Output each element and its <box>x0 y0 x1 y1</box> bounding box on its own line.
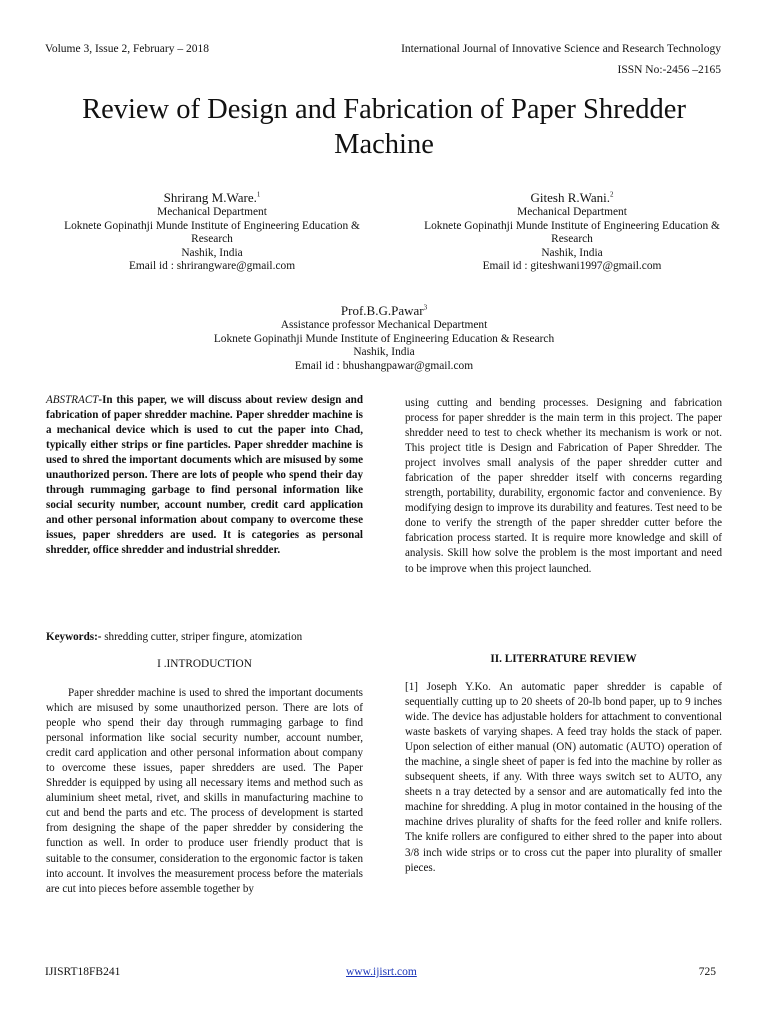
continued-paragraph: using cutting and bending processes. Designing and fabrication process for paper shredder is the main term in this project. The paper shredder need to test to check whether its mechanism is work or not. This project title is Design and Fabrication of Paper Shredder. The project involves small analysis of the paper shredder cutter and fabrication of the paper shredder itself with concerns regarding strength, portability, durability, ergonomic factor and convenience. By modifying design to improve its durability and features. Test need to be done to verify the strength of the paper shredder cutter before the fabrication process started. It is require more knowledge and skill of analysis. Skill how solve the problem is the most important and need to be improve when this project launched. <box>405 397 722 575</box>
header-journal: International Journal of Innovative Science and Research Technology <box>401 43 721 55</box>
keywords-text: shredding cutter, striper fingure, atomization <box>101 631 303 643</box>
author-department: Assistance professor Mechanical Department <box>280 319 488 331</box>
keywords-label: Keywords:- <box>46 631 102 643</box>
footer-website-link[interactable]: www.ijisrt.com <box>346 966 417 978</box>
author-institute-cont: Research <box>191 233 233 246</box>
author-block-2 <box>384 190 760 274</box>
paper-title: Review of Design and Fabrication of Paper Shredder Machine <box>82 94 686 160</box>
author-department: Mechanical Department <box>157 206 267 218</box>
author-city: Nashik, India <box>353 346 415 359</box>
author-block-1 <box>22 190 402 274</box>
author-email: Email id : shrirangware@gmail.com <box>128 260 296 273</box>
author-block-3 <box>84 303 684 373</box>
author-name: Shrirang M.Ware.$^1$ <box>163 190 261 205</box>
literature-heading: II. LITERRATURE REVIEW <box>490 653 637 665</box>
author-name: Gitesh R.Wani.$^2$ <box>530 190 614 205</box>
literature-paragraph: [1] Joseph Y.Ko. An automatic paper shredder is capable of sequentially cutting up to 20 sheets of 20-lb bond paper, up to 9 inches wide. The device has adjustable holders for attachment to conventional waste baskets of varying shapes. A feed tray holds the stack of paper. Upon selection of either manual (ON) automatic (AUTO) operation of the machine, a single sheet of paper is fed into the machine by roller as subsequent sheets, if any. With three ways switch set to AUTO, any sheets n a tray detected by a sensor and are automatically fed into the machine for shredding. A plug in motor contained in the housing of the machine drives plurality of shafts for the feed roller and knife rollers. The knife rollers are configured to either shred to the paper into about 3/8 inch wide strips or to cross cut the paper into plurality of smaller pieces. <box>405 681 722 874</box>
header-volume: Volume 3, Issue 2, February – 2018 <box>45 43 209 55</box>
author-department: Mechanical Department <box>517 206 627 218</box>
author-institute: Loknete Gopinathji Munde Institute of Engineering Education & Research <box>213 332 555 345</box>
author-city: Nashik, India <box>181 246 243 259</box>
author-institute: Loknete Gopinathji Munde Institute of Engineering Education & <box>424 219 720 232</box>
author-name: Prof.B.G.Pawar$^3$ <box>340 303 428 318</box>
intro-heading: I .INTRODUCTION <box>157 658 252 670</box>
author-institute: Loknete Gopinathji Munde Institute of Engineering Education & <box>64 219 360 232</box>
author-institute-cont: Research <box>551 233 593 246</box>
abstract-text: -In this paper, we will discuss about review design and fabrication of paper shredder machine. Paper shredder machine is a mechanical device which is used to cut the paper into Chad, typically either strips or fine particles. Paper shredder machine is used to shred the important documents which are misused by some unauthorized person. There are lots of people who spend their day through rummaging garbage to find personal information like social security number, account number, credit card application and other personal information about company to overcome these issues, paper shredders are used. It is categories as personal shredder, office shredder and industrial shredder. <box>46 394 363 557</box>
header-issn: ISSN No:-2456 –2165 <box>617 64 721 76</box>
author-city: Nashik, India <box>541 246 603 259</box>
author-email: Email id : giteshwani1997@gmail.com <box>482 260 662 273</box>
footer-page-number: 725 <box>698 966 716 978</box>
abstract <box>46 393 363 559</box>
keywords <box>46 630 363 645</box>
intro-paragraph: Paper shredder machine is used to shred the important documents which are misused by some unauthorized person. There are lots of people who spend their day through rummaging garbage to find personal information like social security number, account number, credit card application and other personal information about company to overcome these issues, paper shredders are used. The Paper Shredder is equipped by using all necessary items and method such as aluminium sheet metal, rivet, and skills in manufacturing machine to cut and bend the parts and etc. The process of development is started from designing the shape of the paper shredder by considering the function as well. In order to produce user friendly product that is suitable to the consumer, consideration to the ergonomic factor is taken into account. It involves the measurement process before the materials are cut into pieces before assemble together by <box>46 687 363 895</box>
abstract-label: ABSTRACT <box>46 394 99 406</box>
author-email: Email id : bhushangpawar@gmail.com <box>294 359 474 372</box>
footer-paper-id: IJISRT18FB241 <box>45 966 121 978</box>
